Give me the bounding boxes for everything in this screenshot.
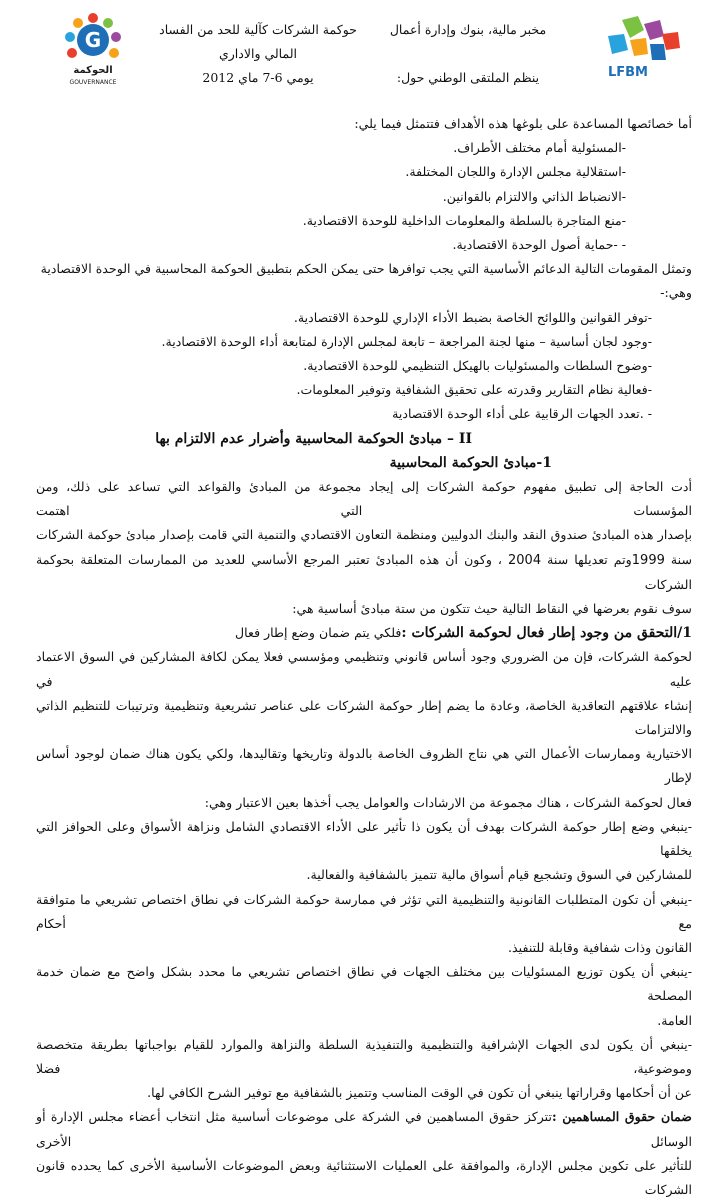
bullet-line: للمشاركين في السوق وتشجيع قيام أسواق مالية تتميز بالشفافية والفعالية. xyxy=(306,867,692,883)
principle-1-line: لحوكمة الشركات، فإن من الضروري وجود أساس قانوني وتنظيمي ومؤسسي فعلا يمكن لكافة المشاركين في السوق الاعتماد عليه في xyxy=(36,649,692,689)
pillars-list xyxy=(36,306,692,427)
list-item: -الانضباط الذاتي والالتزام بالقوانين. xyxy=(442,188,626,204)
principle-1-title-rest: فلكي يتم ضمان وضع إطار فعال xyxy=(235,625,402,641)
logo-letter: G xyxy=(84,28,102,52)
gouvernance-logo xyxy=(58,10,128,90)
principle-2-line: تتركز حقوق المساهمين في الشركة على موضوعات أساسية مثل انتخاب أعضاء مجلس الإدارة أو الوسائل الأخرى xyxy=(36,1109,692,1149)
para1-line-2: بإصدار هذه المبادئ صندوق النقد والبنك الدوليين ومنظمة التعاون الاقتصادي والتنمية التي قامت بإصدار مبادئ حوكمة الشركات xyxy=(36,527,692,543)
bullet-line: -ينبغي أن يكون لدى الجهات الإشرافية والتنظيمية والتنفيذية السلطة والنزاهة والموارد للقيام بواجباتها بطريقة متخصصة وموضوعية، فضلا xyxy=(36,1036,692,1076)
pillars-intro: وتمثل المقومات التالية الدعائم الأساسية التي يجب توافرها حتى يمكن الحكم بتطبيق الحوكمة المحاسبية في الوحدة الاقتصادية وهي:- xyxy=(40,261,692,301)
para1-line-3 xyxy=(36,548,692,597)
year-2004: 2004 xyxy=(508,552,542,568)
date-line: يومي 6-7 ماي 2012 xyxy=(202,70,314,85)
bullet-line: العامة. xyxy=(657,1012,692,1028)
lfbm-text: LFBM xyxy=(607,65,649,80)
list-item: -منع المتاجرة بالسلطة والمعلومات الداخلية للوحدة الاقتصادية. xyxy=(302,212,626,228)
theme-line: حوكمة الشركات كآلية للحد من الفساد المالي والاداري xyxy=(159,22,357,61)
list-item: -فعالية نظام التقارير وقدرته على تحقيق الشفافية وتوفير المعلومات. xyxy=(296,382,652,398)
list-item: -توفر القوانين واللوائح الخاصة بضبط الأداء الإداري للوحدة الاقتصادية. xyxy=(293,309,652,325)
principle-2-title: ضمان حقوق المساهمين : xyxy=(551,1109,693,1125)
principle-2-line: للتأثير على تكوين مجلس الإدارة، والموافقة على العمليات الاستثنائية وبعض الموضوعات الأساسية الأخرى كما يحدده قانون الشركات xyxy=(36,1157,692,1197)
principle-1-line: إنشاء علاقتهم التعاقدية الخاصة، وعادة ما يضم إطار حوكمة الشركات على عناصر تشريعية وتنظيمية وترتيبات للتنظيم الذاتي والالتزامات xyxy=(36,697,692,738)
para1-line3-a: سنة xyxy=(664,551,693,567)
para1-line3-b: وتم تعديلها سنة xyxy=(541,551,632,567)
principle-1-title: 1/التحقق من وجود إطار فعال لحوكمة الشركات : xyxy=(401,625,692,642)
principle-1-heading-line xyxy=(36,621,692,645)
org-subline: ينظم الملتقى الوطني حول: xyxy=(396,70,540,85)
principle-1-line: الاختيارية وممارسات الأعمال التي هي نتاج الظروف الخاصة بالدولة وتاريخها وتقاليدها، ولكي يكون هناك ضمان لوجود أساس لإطار xyxy=(36,746,692,786)
bullet-line: القانون وذات شفافية وقابلة للتنفيذ. xyxy=(508,939,692,955)
principle-1-line: فعال لحوكمة الشركات ، هناك مجموعة من الارشادات والعوامل يجب أخذها بعين الاعتبار وهي: xyxy=(204,794,692,810)
bullet-line: -ينبغي وضع إطار حوكمة الشركات بهدف أن يكون ذا تأثير على الأداء الاقتصادي الشامل ونزاهة الأسواق وعلى الحوافز التي يخلقها xyxy=(36,818,692,859)
bullet-line: -ينبغي أن يكون توزيع المسئوليات بين مختلف الجهات في نطاق اختصاص تشريعي ما محدد بشكل واضح مع ضمان خدمة المصلحة xyxy=(36,964,692,1004)
list-item: - .تعدد الجهات الرقابية على أداء الوحدة الاقتصادية xyxy=(392,406,652,422)
lfbm-logo xyxy=(592,14,692,86)
para1-line-1: أدت الحاجة إلى تطبيق مفهوم حوكمة الشركات إلى إيجاد مجموعة من المبادئ والقواعد التي تساعد على ذلك، ومن المؤسسات التي اهتمت xyxy=(36,479,692,519)
list-item: -وجود لجان أساسية – منها لجنة المراجعة – تابعة لمجلس الإدارة لمتابعة أداء الوحدة الاقتصادية. xyxy=(161,333,652,349)
page-header xyxy=(0,0,728,100)
list-item: -وضوح السلطات والمسئوليات بالهيكل التنظيمي للوحدة الاقتصادية. xyxy=(303,358,652,374)
list-item: - -حماية أصول الوحدة الاقتصادية. xyxy=(452,237,626,253)
logo-arabic: الحوكمة xyxy=(73,65,113,76)
conference-title-block xyxy=(148,18,568,85)
org-line: مخبر مالية، بنوك وإدارة أعمال xyxy=(389,22,547,37)
para1-line3-c: ، وكون أن هذه المبادئ تعتبر المرجع الأساسي للعديد من الممارسات المتعلقة بحوكمة الشركات xyxy=(36,551,692,592)
list-item: -المسئولية أمام مختلف الأطراف. xyxy=(453,140,626,156)
document-body xyxy=(36,112,692,1202)
characteristics-list xyxy=(36,136,692,257)
bullet-line: -ينبغي أن تكون المتطلبات القانونية والتنظيمية التي تؤثر في ممارسة حوكمة الشركات في نطاق اختصاص تشريعي ما متوافقة مع أحكام xyxy=(36,891,692,931)
list-item: -استقلالية مجلس الإدارة واللجان المختلفة. xyxy=(405,164,626,180)
subsection-1-title: 1-مبادئ الحوكمة المحاسبية xyxy=(389,454,552,471)
bullet-line: عن أن أحكامها وقراراتها ينبغي أن تكون في الوقت المناسب وتتميز بالشفافية مع توفير الشرح الكافي لها. xyxy=(147,1085,692,1101)
para1-line-4: سوف نقوم بعرضها في النقاط التالية حيث تتكون من ستة مبادئ أساسية هي: xyxy=(292,601,692,617)
logo-latin: GOUVERNANCE xyxy=(69,79,117,86)
year-1999: 1999 xyxy=(631,552,665,568)
characteristics-intro: أما خصائصها المساعدة على بلوغها هذه الأهداف فتتمثل فيما يلي: xyxy=(354,116,692,131)
section-2-title: II – مبادئ الحوكمة المحاسبية وأضرار عدم الالتزام بها xyxy=(155,430,472,447)
principle-2-heading-line xyxy=(36,1105,692,1153)
